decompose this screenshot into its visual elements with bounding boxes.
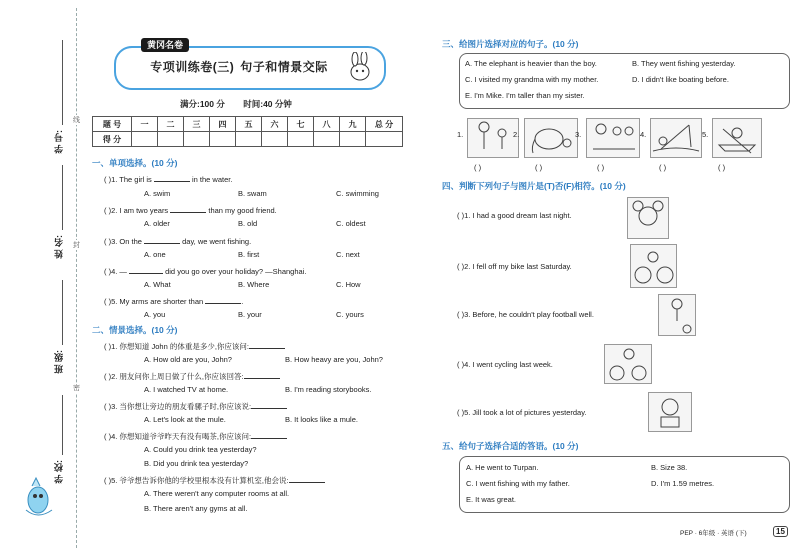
s4-picture-5 <box>648 392 692 432</box>
s4-picture-1 <box>627 197 669 239</box>
s3-number-2: 2. <box>513 130 520 139</box>
cut-mark-mi: 密 <box>73 385 80 392</box>
page-title: 专项训练卷(三) 句子和情景交际 <box>150 60 328 74</box>
s1-q5-option-a[interactable]: A. you <box>144 310 166 319</box>
s2-q1-option-a[interactable]: A. How old are you, John? <box>144 355 232 364</box>
s3-option-d: D. I didn't like boating before. <box>632 75 729 84</box>
page-number: 15 <box>773 526 788 537</box>
s1-q2-option-a[interactable]: A. older <box>144 219 170 228</box>
s3-number-1: 1. <box>457 130 464 139</box>
dream-icon <box>628 198 668 238</box>
table-cell: 三 <box>184 117 210 132</box>
s4-question-4[interactable]: ( )4. I went cycling last week. <box>457 360 553 369</box>
table-cell: 题 号 <box>93 117 132 132</box>
cut-line <box>76 8 77 548</box>
s1-q4-option-a[interactable]: A. What <box>144 280 171 289</box>
s5-option-c: C. I went fishing with my father. <box>466 479 570 488</box>
table-cell: 四 <box>210 117 236 132</box>
table-cell: 八 <box>314 117 340 132</box>
s2-question-1: ( )1. 你想知道 John 的体重是多少,你应该问: <box>104 340 285 352</box>
score-cell[interactable] <box>366 132 403 147</box>
cycling-icon <box>605 345 651 383</box>
table-cell: 九 <box>340 117 366 132</box>
score-cell[interactable] <box>184 132 210 147</box>
s1-q4-option-c[interactable]: C. How <box>336 280 361 289</box>
s5-option-a: A. He went to Turpan. <box>466 463 539 472</box>
s1-question-1: ( )1. The girl is in the water. <box>104 175 233 184</box>
section5-heading: 五、给句子选择合适的答语。(10 分) <box>442 441 579 451</box>
s1-q2-option-b[interactable]: B. old <box>238 219 258 228</box>
s4-question-3[interactable]: ( )3. Before, he couldn't play football well. <box>457 310 594 319</box>
table-cell: 六 <box>262 117 288 132</box>
s3-option-e: E. I'm Mike. I'm taller than my sister. <box>465 91 585 100</box>
s2-question-2: ( )2. 朋友问你上周日做了什么,你应该回答: <box>104 370 280 382</box>
s5-option-e: E. It was great. <box>466 495 517 504</box>
kids-height-icon <box>468 119 518 157</box>
mascot-icon <box>18 470 60 518</box>
s4-picture-3 <box>658 294 696 336</box>
rabbit-icon <box>344 52 378 84</box>
s3-picture-3 <box>586 118 640 158</box>
s1-q1-option-c[interactable]: C. swimming <box>336 189 379 198</box>
score-cell[interactable] <box>262 132 288 147</box>
boating-icon <box>713 119 761 157</box>
class-line <box>62 280 63 345</box>
cut-mark-xian: 线 <box>73 117 80 124</box>
section1-heading: 一、单项选择。(10 分) <box>92 158 178 168</box>
camera-girl-icon <box>649 393 691 431</box>
s5-option-b: B. Size 38. <box>651 463 688 472</box>
s1-q2-option-c[interactable]: C. oldest <box>336 219 366 228</box>
exam-meta <box>180 98 292 110</box>
table-cell: 总 分 <box>366 117 403 132</box>
s3-picture-5 <box>712 118 762 158</box>
score-table-row-header <box>93 117 403 132</box>
s1-q3-option-b[interactable]: B. first <box>238 250 260 259</box>
score-cell[interactable] <box>132 132 158 147</box>
s1-q1-option-b[interactable]: B. swam <box>238 189 267 198</box>
score-cell[interactable] <box>288 132 314 147</box>
s2-question-4: ( )4. 你想知道爷爷昨天有没有喝茶,你应该问: <box>104 430 287 442</box>
s2-q5-option-a[interactable]: A. There weren't any computer rooms at all. <box>144 489 290 498</box>
s1-q3-option-a[interactable]: A. one <box>144 250 166 259</box>
s4-question-2[interactable]: ( )2. I fell off my bike last Saturday. <box>457 262 572 271</box>
football-icon <box>659 295 695 335</box>
s3-answer-5[interactable]: ( ) <box>718 163 726 172</box>
student-id-label: 学 号: <box>54 130 64 154</box>
s1-q5-option-c[interactable]: C. yours <box>336 310 364 319</box>
table-cell: 二 <box>158 117 184 132</box>
table-cell: 五 <box>236 117 262 132</box>
s2-q1-option-b[interactable]: B. How heavy are you, John? <box>285 355 383 364</box>
s1-question-4: ( )4. — did you go over your holiday? —Shanghai. <box>104 267 307 276</box>
s1-q5-option-b[interactable]: B. your <box>238 310 262 319</box>
s2-q5-option-b[interactable]: B. There aren't any gyms at all. <box>144 504 248 513</box>
name-line <box>62 165 63 230</box>
book-info: PEP · 6年级 · 英语 (下) <box>680 530 747 537</box>
s2-q2-option-a[interactable]: A. I watched TV at home. <box>144 385 229 394</box>
s4-question-1[interactable]: ( )1. I had a good dream last night. <box>457 211 572 220</box>
s3-answer-4[interactable]: ( ) <box>659 163 667 172</box>
s3-option-a: A. The elephant is heavier than the boy. <box>465 59 597 68</box>
s1-q3-option-c[interactable]: C. next <box>336 250 360 259</box>
s4-question-5[interactable]: ( )5. Jill took a lot of pictures yesterday. <box>457 408 587 417</box>
section4-heading: 四、判断下列句子与图片是(T)否(F)相符。(10 分) <box>442 181 626 191</box>
s2-q3-option-a[interactable]: A. Let's look at the mule. <box>144 415 226 424</box>
s1-q4-option-b[interactable]: B. Where <box>238 280 270 289</box>
s3-picture-1 <box>467 118 519 158</box>
s3-option-b: B. They went fishing yesterday. <box>632 59 736 68</box>
score-cell[interactable] <box>236 132 262 147</box>
table-cell: 七 <box>288 117 314 132</box>
s3-number-5: 5. <box>702 130 709 139</box>
cut-mark-feng: 封 <box>73 242 80 249</box>
s3-option-c: C. I visited my grandma with my mother. <box>465 75 599 84</box>
table-cell: 一 <box>132 117 158 132</box>
full-score: 满分:100 分 <box>180 99 225 109</box>
s2-q4-option-a[interactable]: A. Could you drink tea yesterday? <box>144 445 257 454</box>
score-table <box>92 116 403 147</box>
s1-question-2: ( )2. I am two years than my good friend. <box>104 206 277 215</box>
s3-number-4: 4. <box>640 130 647 139</box>
fishing-icon <box>651 119 701 157</box>
s2-q3-option-b[interactable]: B. It looks like a mule. <box>285 415 358 424</box>
s2-q2-option-b[interactable]: B. I'm reading storybooks. <box>285 385 372 394</box>
s4-picture-2 <box>630 244 677 288</box>
score-cell[interactable] <box>340 132 366 147</box>
family-visit-icon <box>587 119 639 157</box>
s2-q4-option-b[interactable]: B. Did you drink tea yesterday? <box>144 459 249 468</box>
student-id-line <box>62 40 63 125</box>
score-table-row-scores <box>93 132 403 147</box>
name-label: 姓 名: <box>54 235 64 259</box>
s1-question-5: ( )5. My arms are shorter than . <box>104 297 244 306</box>
table-cell: 得 分 <box>93 132 132 147</box>
score-cell[interactable] <box>158 132 184 147</box>
elephant-icon <box>525 119 577 157</box>
section2-heading: 二、情景选择。(10 分) <box>92 325 178 335</box>
school-line <box>62 395 63 455</box>
s4-picture-4 <box>604 344 652 384</box>
score-cell[interactable] <box>210 132 236 147</box>
s2-question-5: ( )5. 爷爷想告诉你他的学校里根本没有计算机室,他会说: <box>104 474 325 486</box>
s3-picture-2 <box>524 118 578 158</box>
section3-heading: 三、给图片选择对应的句子。(10 分) <box>442 39 579 49</box>
school-label: 学 校: <box>54 460 64 484</box>
bike-fall-icon <box>631 245 676 287</box>
binding-strip <box>0 0 80 554</box>
s1-q1-option-a[interactable]: A. swim <box>144 189 171 198</box>
s3-number-3: 3. <box>575 130 582 139</box>
s5-option-d: D. I'm 1.59 metres. <box>651 479 715 488</box>
s3-answer-3[interactable]: ( ) <box>597 163 605 172</box>
s2-question-3: ( )3. 当你想让旁边的朋友看骡子时,你应该说: <box>104 400 287 412</box>
brand-logo: 黄冈名卷 <box>141 38 189 52</box>
s3-picture-4 <box>650 118 702 158</box>
score-cell[interactable] <box>314 132 340 147</box>
s3-answer-2[interactable]: ( ) <box>535 163 543 172</box>
exam-time: 时间:40 分钟 <box>243 99 292 109</box>
class-label: 班 级: <box>54 350 64 374</box>
s3-answer-1[interactable]: ( ) <box>474 163 482 172</box>
s1-question-3: ( )3. On the day, we went fishing. <box>104 237 252 246</box>
